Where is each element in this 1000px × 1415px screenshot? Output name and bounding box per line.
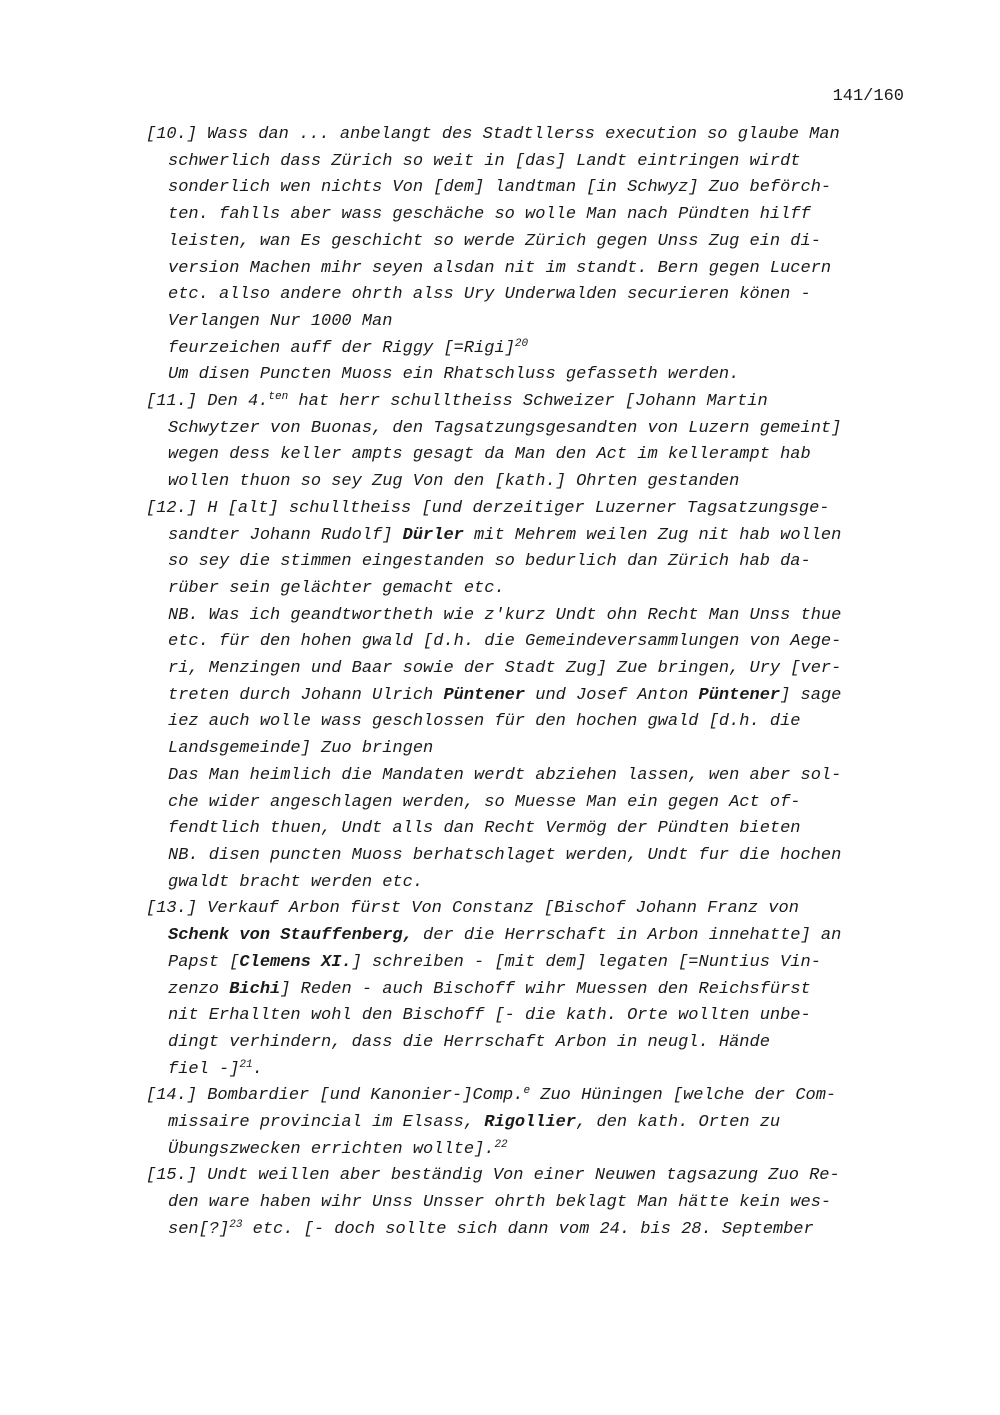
- person-name: Dürler: [402, 525, 464, 545]
- text-line: [146, 229, 916, 256]
- text-line: [146, 870, 916, 897]
- line-text: Um disen Puncten Muoss ein Rhatschluss gefasseth werden.: [168, 365, 740, 385]
- line-text-cont: ] sage: [780, 685, 842, 705]
- text-line: [146, 950, 916, 977]
- line-text: sen[?]: [168, 1219, 230, 1239]
- line-text: zenzo: [168, 979, 230, 999]
- text-line: [146, 896, 916, 923]
- line-text: NB. Was ich geandtwortheth wie z'kurz Undt ohn Recht Man Unss thue: [168, 605, 842, 625]
- line-text-cont: .: [252, 1059, 263, 1079]
- line-text: ten. fahlls aber wass geschäche so wolle Man nach Pündten hilff: [168, 205, 811, 225]
- line-text: so sey die stimmen eingestanden so bedurlich dan Zürich hab da-: [168, 552, 811, 572]
- line-text: treten durch Johann Ulrich: [168, 685, 444, 705]
- person-name: Schenk von Stauffenberg,: [168, 926, 413, 946]
- footnote-ref: e: [523, 1085, 531, 1098]
- text-line: [146, 1110, 916, 1137]
- text-line: [146, 736, 916, 763]
- line-text: etc. für den hohen gwald [d.h. die Gemeindeversammlungen von Aege-: [168, 632, 842, 652]
- text-line: [146, 122, 916, 149]
- text-line: [146, 1057, 916, 1084]
- line-text: schwerlich dass Zürich so weit in [das] Landt eintringen wirdt: [168, 151, 801, 171]
- page-number: 141/160: [832, 87, 904, 106]
- footnote-ref: 20: [514, 337, 529, 350]
- line-text: leisten, wan Es geschicht so werde Zürich gegen Unss Zug ein di-: [168, 231, 821, 251]
- line-text: Verlangen Nur 1000 Man: [168, 311, 393, 331]
- text-line: [146, 469, 916, 496]
- line-text: [15.] Undt weillen aber beständig Von einer Neuwen tagsazung Zuo Re-: [146, 1166, 840, 1186]
- footnote-ref: 23: [229, 1218, 243, 1231]
- line-text: wegen dess keller ampts gesagt da Man den Act im kellerampt hab: [168, 445, 811, 465]
- line-text-cont: der die Herrschaft in Arbon innehatte] an: [412, 926, 842, 946]
- text-line: [146, 256, 916, 283]
- document-body: [146, 122, 916, 1244]
- line-text: [12.] H [alt] schulltheiss [und derzeitiger Luzerner Tagsatzungsge-: [146, 498, 830, 518]
- text-line: [146, 1217, 916, 1244]
- text-line: [146, 282, 916, 309]
- text-line: [146, 1083, 916, 1110]
- text-line: [146, 523, 916, 550]
- line-text: ri, Menzingen und Baar sowie der Stadt Zug] Zue bringen, Ury [ver-: [168, 659, 842, 679]
- text-line: [146, 629, 916, 656]
- line-text: iez auch wolle wass geschlossen für den hochen gwald [d.h. die: [168, 712, 801, 732]
- line-text: [10.] Wass dan ... anbelangt des Stadtllerss execution so glaube Man: [146, 125, 840, 144]
- line-text-cont: mit Mehrem weilen Zug nit hab wollen: [463, 525, 842, 545]
- text-line: [146, 843, 916, 870]
- footnote-ref: 22: [494, 1138, 508, 1151]
- line-text: den ware haben wihr Unss Unsser ohrth beklagt Man hätte kein wes-: [168, 1193, 832, 1213]
- line-text-cont: , den kath. Orten zu: [576, 1113, 781, 1133]
- line-text: Papst [: [168, 952, 240, 972]
- text-line: [146, 416, 916, 443]
- line-text: sandter Johann Rudolf]: [168, 525, 403, 545]
- line-text: [13.] Verkauf Arbon fürst Von Constanz [Bischof Johann Franz von: [146, 899, 799, 919]
- text-line: [146, 175, 916, 202]
- text-line: [146, 1003, 916, 1030]
- line-text-cont: Zuo Hüningen [welche der Com-: [530, 1086, 837, 1106]
- text-line: [146, 442, 916, 469]
- person-name: Püntener: [443, 685, 526, 705]
- text-line: [146, 389, 916, 416]
- line-text: wollen thuon so sey Zug Von den [kath.] Ohrten gestanden: [168, 472, 740, 492]
- line-text: fendtlich thuen, Undt alls dan Recht Vermög der Pündten bieten: [168, 819, 801, 839]
- line-text: fiel -]: [168, 1059, 240, 1079]
- line-text: feurzeichen auff der Riggy [=Rigi]: [168, 338, 515, 358]
- text-line: [146, 923, 916, 950]
- line-text: nit Erhallten wohl den Bischoff [- die kath. Orte wollten unbe-: [168, 1006, 811, 1026]
- line-text-cont: und Josef Anton: [525, 685, 699, 705]
- text-line: [146, 496, 916, 523]
- text-line: [146, 977, 916, 1004]
- line-text: Das Man heimlich die Mandaten werdt abziehen lassen, wen aber sol-: [168, 765, 842, 785]
- text-line: [146, 202, 916, 229]
- text-line: [146, 309, 916, 336]
- line-text: che wider angeschlagen werden, so Muesse Man ein gegen Act of-: [168, 792, 801, 812]
- text-line: [146, 1163, 916, 1190]
- text-line: [146, 656, 916, 683]
- footnote-ref: ten: [268, 391, 289, 404]
- line-text-cont: ] Reden - auch Bischoff wihr Muessen den Reichsfürst: [280, 979, 811, 999]
- text-line: [146, 709, 916, 736]
- line-text: NB. disen puncten Muoss berhatschlaget werden, Undt fur die hochen: [168, 845, 842, 865]
- text-line: [146, 362, 916, 389]
- text-line: [146, 336, 916, 363]
- text-line: [146, 576, 916, 603]
- line-text: sonderlich wen nichts Von [dem] landtman [in Schwyz] Zuo beförch-: [168, 178, 832, 198]
- person-name: Rigollier: [484, 1113, 577, 1133]
- text-line: [146, 763, 916, 790]
- text-line: [146, 603, 916, 630]
- text-line: [146, 1137, 916, 1164]
- line-text-cont: etc. [- doch sollte sich dann vom 24. bis 28. September: [242, 1219, 814, 1239]
- line-text: Landsgemeinde] Zuo bringen: [168, 739, 434, 759]
- text-line: [146, 1030, 916, 1057]
- line-text: dingt verhindern, dass die Herrschaft Arbon in neugl. Hände: [168, 1032, 770, 1052]
- text-line: [146, 683, 916, 710]
- text-line: [146, 1190, 916, 1217]
- line-text-cont: hat herr schulltheiss Schweizer [Johann Martin: [288, 392, 768, 412]
- line-text: etc. allso andere ohrth alss Ury Underwalden securieren könen -: [168, 285, 811, 305]
- text-line: [146, 149, 916, 176]
- person-name: Bichi: [229, 979, 281, 999]
- line-text: [11.] Den 4.: [146, 392, 269, 412]
- line-text: gwaldt bracht werden etc.: [168, 872, 424, 892]
- line-text: Schwytzer von Buonas, den Tagsatzungsgesandten von Luzern gemeint]: [168, 418, 842, 438]
- text-line: [146, 790, 916, 817]
- text-line: [146, 816, 916, 843]
- person-name: Clemens XI.: [239, 952, 352, 972]
- line-text: [14.] Bombardier [und Kanonier-]Comp.: [146, 1086, 524, 1106]
- text-line: [146, 549, 916, 576]
- line-text: version Machen mihr seyen alsdan nit im standt. Bern gegen Lucern: [168, 258, 832, 278]
- footnote-ref: 21: [239, 1058, 253, 1071]
- line-text: rüber sein gelächter gemacht etc.: [168, 578, 505, 598]
- line-text-cont: ] schreiben - [mit dem] legaten [=Nuntius Vin-: [351, 952, 821, 972]
- person-name: Püntener: [698, 685, 781, 705]
- line-text: Übungszwecken errichten wollte].: [168, 1139, 495, 1159]
- line-text: missaire provincial im Elsass,: [168, 1113, 485, 1133]
